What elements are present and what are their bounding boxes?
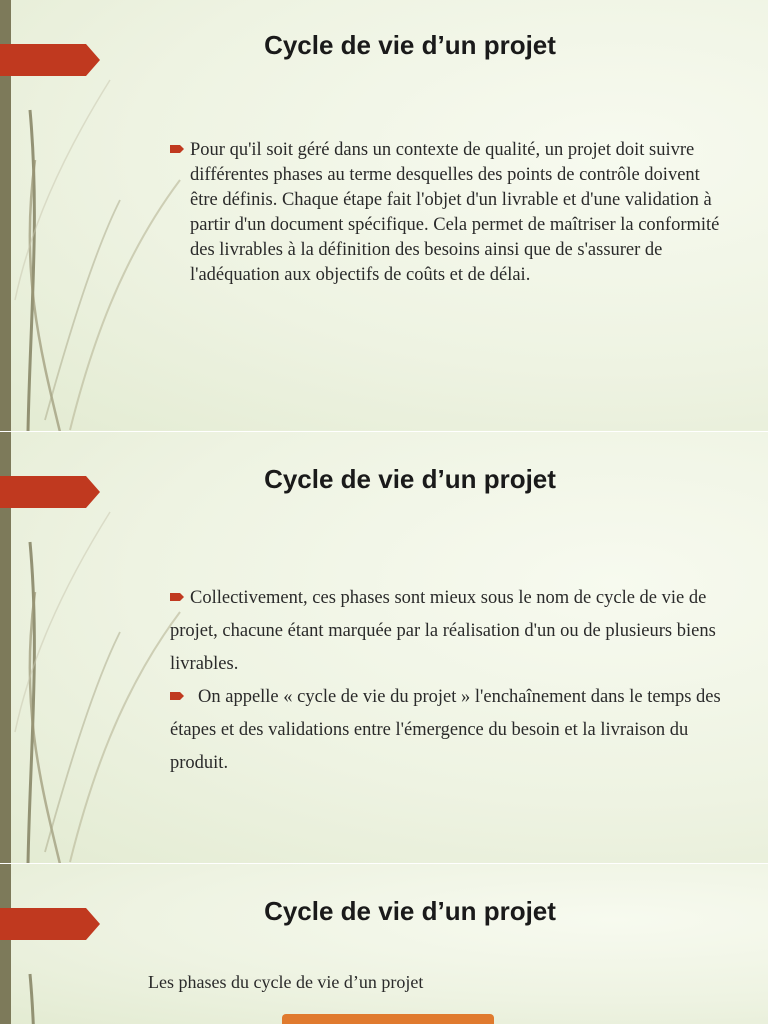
arrow-bullet-icon (170, 593, 184, 601)
slide-intro-text: Les phases du cycle de vie d’un projet (148, 972, 424, 992)
title-ribbon (0, 476, 100, 508)
slide-body (170, 138, 730, 288)
bullet-paragraph (170, 582, 740, 681)
title-ribbon (0, 44, 100, 76)
decorative-leaves (0, 864, 200, 1024)
slide-title: Cycle de vie d’un projet (264, 30, 556, 60)
paragraph-text: Collectivement, ces phases sont mieux sous le nom de cycle de vie de projet, chacune étant marquée par la réalisation d'un ou de plusieurs biens livrables. (170, 588, 716, 674)
paragraph-text: Pour qu'il soit géré dans un contexte de qualité, un projet doit suivre différentes phases au terme desquelles des points de contrôle doivent être définis. Chaque étape fait l'objet d'un livrable et d'une validation à partir d'un document spécifique. Cela permet de maîtriser la conformité des livrables à la définition des besoins ainsi que de s'assurer de l'adéquation aux objectifs de coûts et de délai. (190, 140, 720, 285)
bullet-paragraph (170, 138, 730, 288)
slide-2 (0, 432, 768, 864)
slide-1 (0, 0, 768, 432)
slide-3 (0, 864, 768, 1024)
slide-title: Cycle de vie d’un projet (264, 464, 556, 494)
orange-box-top (282, 1014, 494, 1024)
arrow-bullet-icon (170, 692, 184, 700)
arrow-bullet-icon (170, 145, 184, 153)
slide-title: Cycle de vie d’un projet (264, 896, 556, 926)
bullet-paragraph (170, 681, 740, 780)
title-ribbon (0, 908, 100, 940)
slide-body (170, 582, 740, 780)
paragraph-text: On appelle « cycle de vie du projet » l'enchaînement dans le temps des étapes et des validations entre l'émergence du besoin et la livraison du produit. (170, 687, 721, 773)
